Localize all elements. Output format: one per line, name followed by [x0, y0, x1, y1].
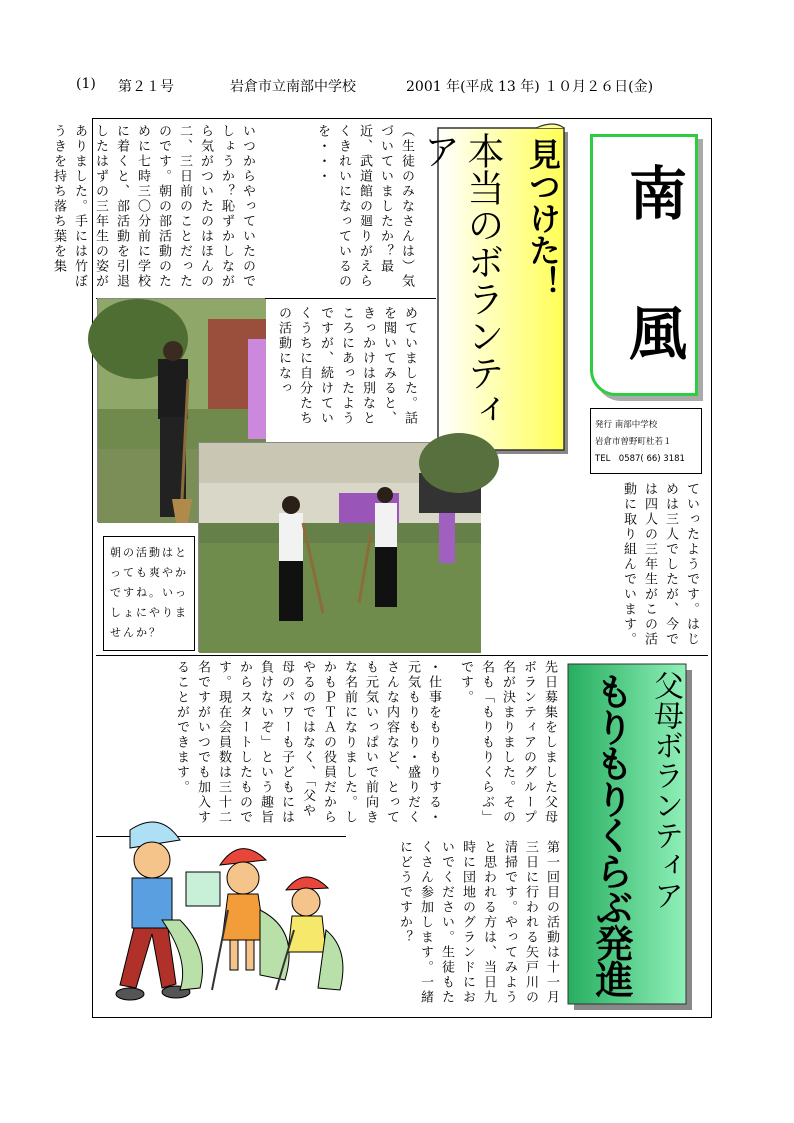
article1-col-c: めていました。話を聞いてみると、きっかけは別なところにあったようですが、続けていくうちに自分たちの活動になっ [276, 306, 417, 426]
article1-col-d: ていったようです。はじめは三人でしたが、今では四人の三年生がこの活動に取り組んでいます。 [621, 482, 699, 647]
article1-col-b: いつからやっていたのでしょうか？恥ずかしながら気がついたのはほんの二、三日前のことだったのです。朝の部活動のために七時三〇分前に学校に着くと、部活動を引退したはずの三年生の姿がありました。手には竹ぼうきを持ち落ち葉を集 [51, 124, 255, 289]
article1-col-a: （生徒のみなさんは）気づいていましたか？最近、武道館の廻りがえらくきれいになっているのを・・・ [315, 124, 414, 289]
photo-caption: 朝の活動はとっても爽やかですね。いっしょにやりませんか？ [103, 536, 195, 651]
publisher-info [590, 408, 702, 474]
article2-col-c: 第一回目の活動は十一月三日に行われる矢戸川の清掃です。やってみようと思われる方は、当日九時に団地のグランドにおいでください。生徒もたくさん参加します。一緒にどうですか？ [397, 840, 559, 1005]
issue-number: 第２１号 [118, 79, 174, 95]
children-cleaning-icon [100, 810, 350, 1010]
publisher-address: 岩倉市曽野町杜若１ [595, 437, 672, 447]
issue-date: 2001 年(平成 13 年) １０月２６日(金) [406, 79, 654, 95]
article2-title-line1: 父母ボランティア [648, 670, 683, 910]
article1-title [417, 120, 578, 466]
article2-col-a: 先日募集をしました父母ボランティアのグループ名が決まりました。その名も「もりもりくらぶ」です。 [458, 660, 557, 825]
article1-title-line1: 見つけた！ [524, 138, 562, 298]
photo-students-group [198, 442, 480, 652]
article2-title [566, 662, 694, 1012]
newsletter-logo [590, 134, 698, 396]
publisher-name: 発行 南部中学校 [595, 420, 658, 430]
logo-char-1: 南 [619, 163, 687, 221]
publisher-phone: TEL 0587( 66) 3181 [595, 454, 685, 464]
cleaning-illustration [100, 810, 350, 1010]
article2-title-line2: もりもりくらぶ発進 [589, 672, 633, 996]
photo-students-group-image [199, 443, 481, 653]
logo-char-2: 風 [619, 303, 687, 361]
page-number: (1) [76, 76, 96, 92]
school-name: 岩倉市立南部中学校 [230, 79, 356, 95]
page-header [72, 76, 732, 98]
article1-title-line2: 本当のボランティア [417, 132, 504, 428]
article2-col-b: ・仕事をもりもりする・元気もりもり・盛りだくさんな内容など、とっても元気いっぱいで前向きな名前になりました。しかもＰＴＡの役員だからやるのではなく、「父や母のパワーも子どもには負けないぞ」という趣旨からスタートしたものです。現在会員数は三十二名ですがいつでも加入することができます。 [174, 660, 441, 825]
section-divider [96, 655, 708, 656]
